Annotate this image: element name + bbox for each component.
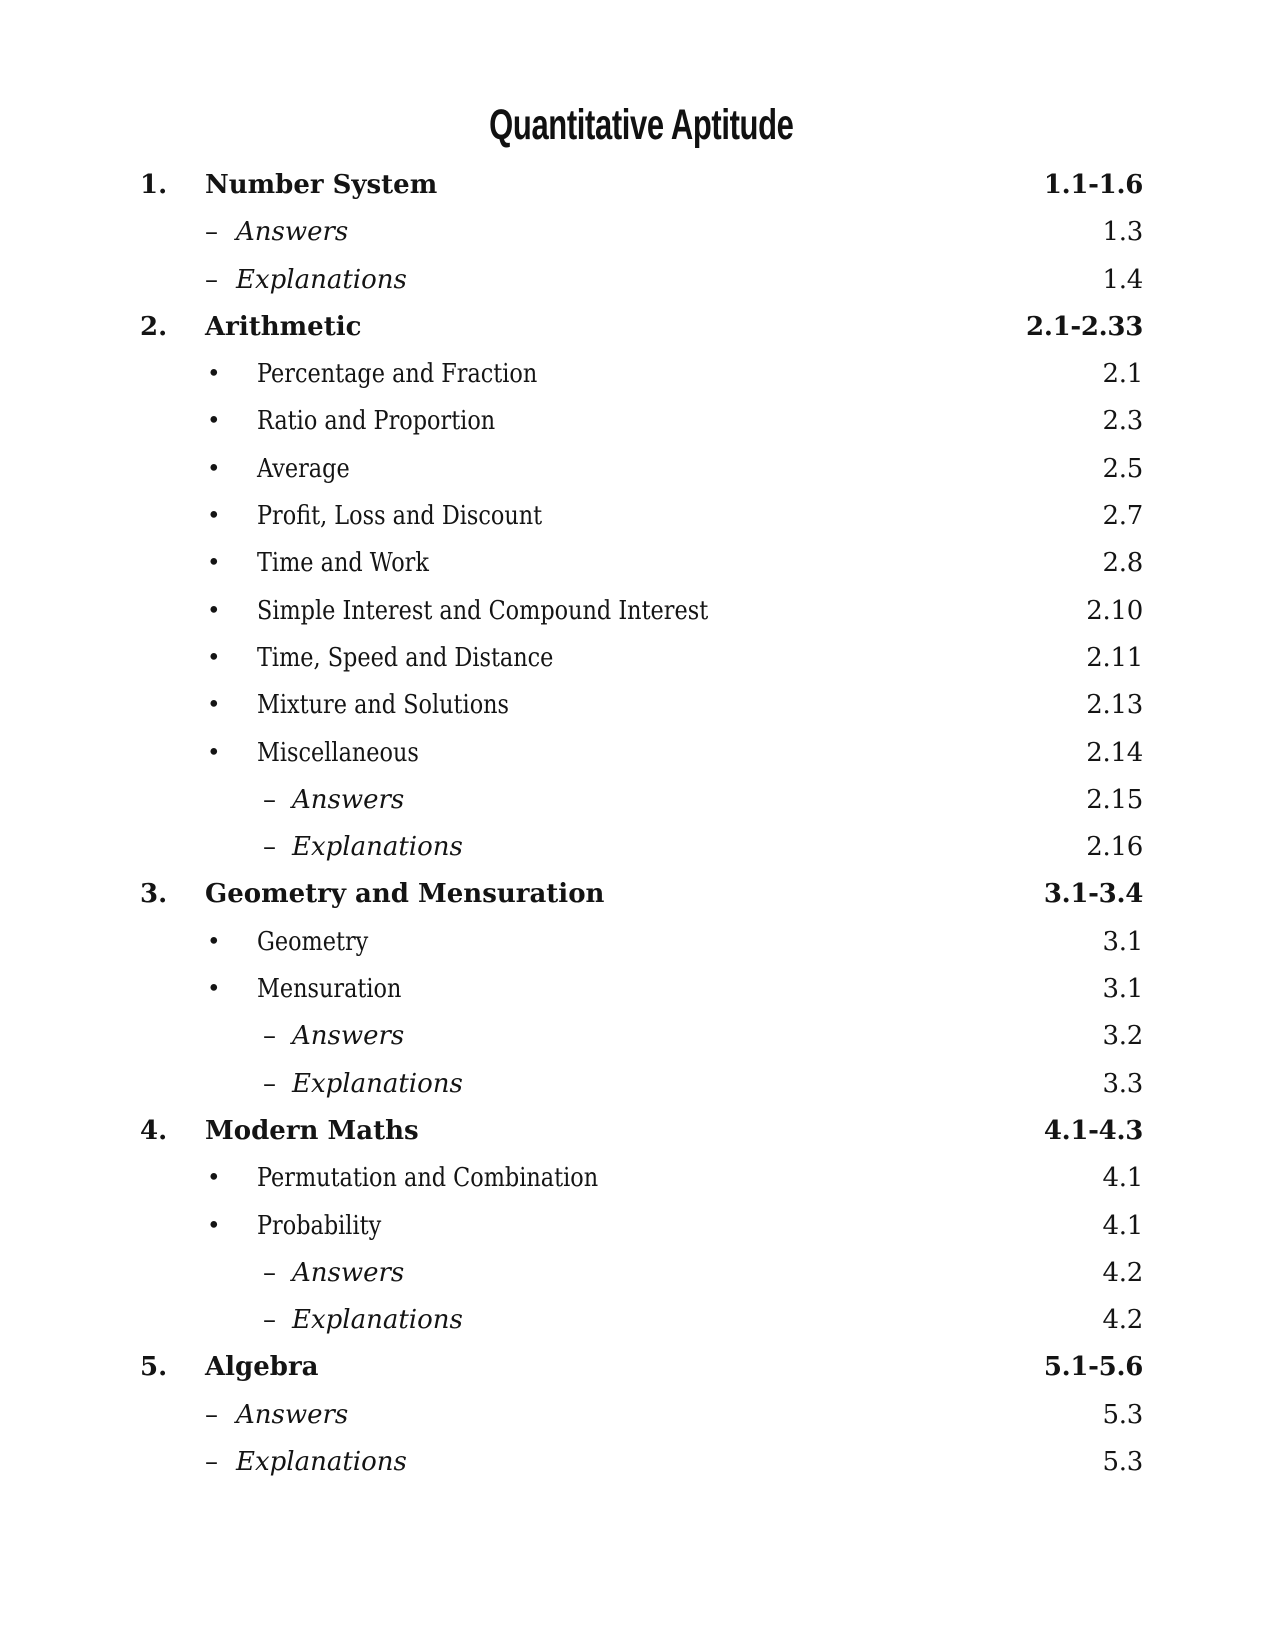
toc-row-page-number: 3.1 <box>1102 926 1143 957</box>
toc-list <box>140 162 1143 1486</box>
toc-row-dash2 <box>140 1061 1143 1108</box>
toc-row-bullet <box>140 635 1143 682</box>
toc-row-page-number: 2.8 <box>1102 548 1143 579</box>
toc-row-marker: • <box>207 455 221 482</box>
page-title <box>140 101 1143 149</box>
toc-row-label: Answers <box>236 217 349 248</box>
toc-row-page-number: 2.1-2.33 <box>1026 311 1143 342</box>
page-title-text: Quantitative Aptitude <box>489 101 794 149</box>
toc-row-label: Profit, Loss and Discount <box>257 501 543 532</box>
toc-row-bullet <box>140 919 1143 966</box>
toc-row-dash2 <box>140 777 1143 824</box>
toc-row-page-number: 3.1 <box>1102 974 1143 1005</box>
toc-row-page-number: 4.2 <box>1102 1305 1143 1336</box>
toc-row-page-number: 2.15 <box>1086 784 1143 815</box>
toc-row-label: Explanations <box>292 1068 463 1099</box>
toc-row-label: Time and Work <box>257 548 429 579</box>
toc-row-marker: – <box>205 264 218 295</box>
toc-row-label: Answers <box>292 784 405 815</box>
toc-row-label: Explanations <box>236 1447 407 1478</box>
toc-row-marker: – <box>263 1068 276 1099</box>
toc-row-marker: – <box>205 1399 218 1430</box>
toc-row-page-number: 4.1 <box>1102 1210 1143 1241</box>
toc-row-marker: • <box>207 739 221 766</box>
toc-row-bullet <box>140 730 1143 777</box>
toc-row-bullet <box>140 966 1143 1013</box>
toc-row-marker: – <box>205 217 218 248</box>
toc-row-dash2 <box>140 824 1143 871</box>
toc-row-page-number: 3.1-3.4 <box>1043 879 1143 910</box>
toc-row-marker: 3. <box>140 879 168 910</box>
toc-row-page-number: 5.3 <box>1102 1399 1143 1430</box>
toc-row-label: Geometry and Mensuration <box>205 879 605 910</box>
toc-row-section <box>140 1344 1143 1391</box>
toc-row-bullet <box>140 398 1143 445</box>
toc-row-bullet <box>140 588 1143 635</box>
toc-row-label: Explanations <box>292 1305 463 1336</box>
toc-row-dash1 <box>140 257 1143 304</box>
toc-row-section <box>140 162 1143 209</box>
toc-row-page-number: 2.13 <box>1086 690 1143 721</box>
toc-row-marker: • <box>207 1165 221 1192</box>
toc-row-marker: • <box>207 644 221 671</box>
toc-row-label: Average <box>257 453 350 484</box>
toc-row-page-number: 5.1-5.6 <box>1043 1352 1143 1383</box>
toc-row-marker: • <box>207 408 221 435</box>
toc-row-dash1 <box>140 209 1143 256</box>
toc-row-page-number: 3.3 <box>1102 1068 1143 1099</box>
toc-row-marker: • <box>207 361 221 388</box>
toc-row-bullet <box>140 540 1143 587</box>
toc-row-marker: 1. <box>140 170 168 200</box>
toc-row-page-number: 4.1 <box>1102 1163 1143 1194</box>
toc-row-label: Permutation and Combination <box>257 1163 599 1194</box>
toc-row-marker: • <box>207 503 221 530</box>
toc-row-marker: 4. <box>140 1115 168 1146</box>
toc-row-page-number: 2.14 <box>1086 737 1143 768</box>
toc-row-section <box>140 871 1143 918</box>
toc-row-bullet <box>140 446 1143 493</box>
toc-row-section <box>140 304 1143 351</box>
toc-row-marker: • <box>207 550 221 577</box>
toc-row-section <box>140 1108 1143 1155</box>
toc-row-bullet <box>140 682 1143 729</box>
toc-row-marker: – <box>263 784 276 815</box>
toc-row-bullet <box>140 493 1143 540</box>
toc-row-page-number: 2.16 <box>1086 832 1143 863</box>
toc-row-page-number: 2.7 <box>1102 501 1143 532</box>
toc-row-label: Mixture and Solutions <box>257 690 510 721</box>
toc-row-label: Miscellaneous <box>257 737 419 768</box>
toc-row-marker: – <box>263 832 276 863</box>
toc-row-page-number: 2.1 <box>1102 359 1143 390</box>
toc-row-page-number: 2.10 <box>1086 595 1143 626</box>
toc-row-bullet <box>140 1203 1143 1250</box>
toc-row-label: Answers <box>292 1257 405 1288</box>
toc-row-marker: • <box>207 597 221 624</box>
toc-row-page-number: 3.2 <box>1102 1021 1143 1052</box>
toc-row-label: Time, Speed and Distance <box>257 642 554 673</box>
toc-row-label: Explanations <box>236 264 407 295</box>
toc-row-marker: • <box>207 1212 221 1239</box>
toc-row-marker: 2. <box>140 311 168 342</box>
toc-row-label: Geometry <box>257 926 369 957</box>
toc-row-dash2 <box>140 1013 1143 1060</box>
toc-row-label: Answers <box>236 1399 349 1430</box>
toc-row-page-number: 2.11 <box>1086 642 1143 673</box>
toc-row-marker: • <box>207 692 221 719</box>
toc-row-dash1 <box>140 1439 1143 1486</box>
toc-row-dash2 <box>140 1250 1143 1297</box>
toc-row-label: Simple Interest and Compound Interest <box>257 595 709 626</box>
toc-row-marker: – <box>263 1305 276 1336</box>
toc-row-bullet <box>140 1155 1143 1202</box>
toc-row-marker: 5. <box>140 1352 168 1383</box>
toc-row-label: Percentage and Fraction <box>257 359 538 390</box>
toc-row-dash1 <box>140 1392 1143 1439</box>
toc-row-page-number: 4.2 <box>1102 1257 1143 1288</box>
toc-row-label: Algebra <box>205 1352 319 1383</box>
toc-row-page-number: 4.1-4.3 <box>1043 1115 1143 1146</box>
toc-row-label: Explanations <box>292 832 463 863</box>
toc-row-label: Mensuration <box>257 974 402 1005</box>
toc-row-marker: • <box>207 928 221 955</box>
toc-row-marker: – <box>263 1257 276 1288</box>
toc-row-page-number: 1.1-1.6 <box>1043 170 1143 200</box>
toc-row-label: Probability <box>257 1210 382 1241</box>
toc-row-dash2 <box>140 1297 1143 1344</box>
toc-row-label: Arithmetic <box>205 311 362 342</box>
toc-row-marker: – <box>263 1021 276 1052</box>
toc-row-label: Number System <box>205 170 438 200</box>
toc-row-marker: – <box>205 1447 218 1478</box>
toc-row-page-number: 1.4 <box>1102 264 1143 295</box>
toc-row-page-number: 2.3 <box>1102 406 1143 437</box>
toc-row-page-number: 2.5 <box>1102 453 1143 484</box>
toc-row-label: Modern Maths <box>205 1115 419 1146</box>
toc-row-page-number: 5.3 <box>1102 1447 1143 1478</box>
toc-row-page-number: 1.3 <box>1102 217 1143 248</box>
toc-row-label: Ratio and Proportion <box>257 406 496 437</box>
toc-row-marker: • <box>207 976 221 1003</box>
toc-row-bullet <box>140 351 1143 398</box>
toc-row-label: Answers <box>292 1021 405 1052</box>
